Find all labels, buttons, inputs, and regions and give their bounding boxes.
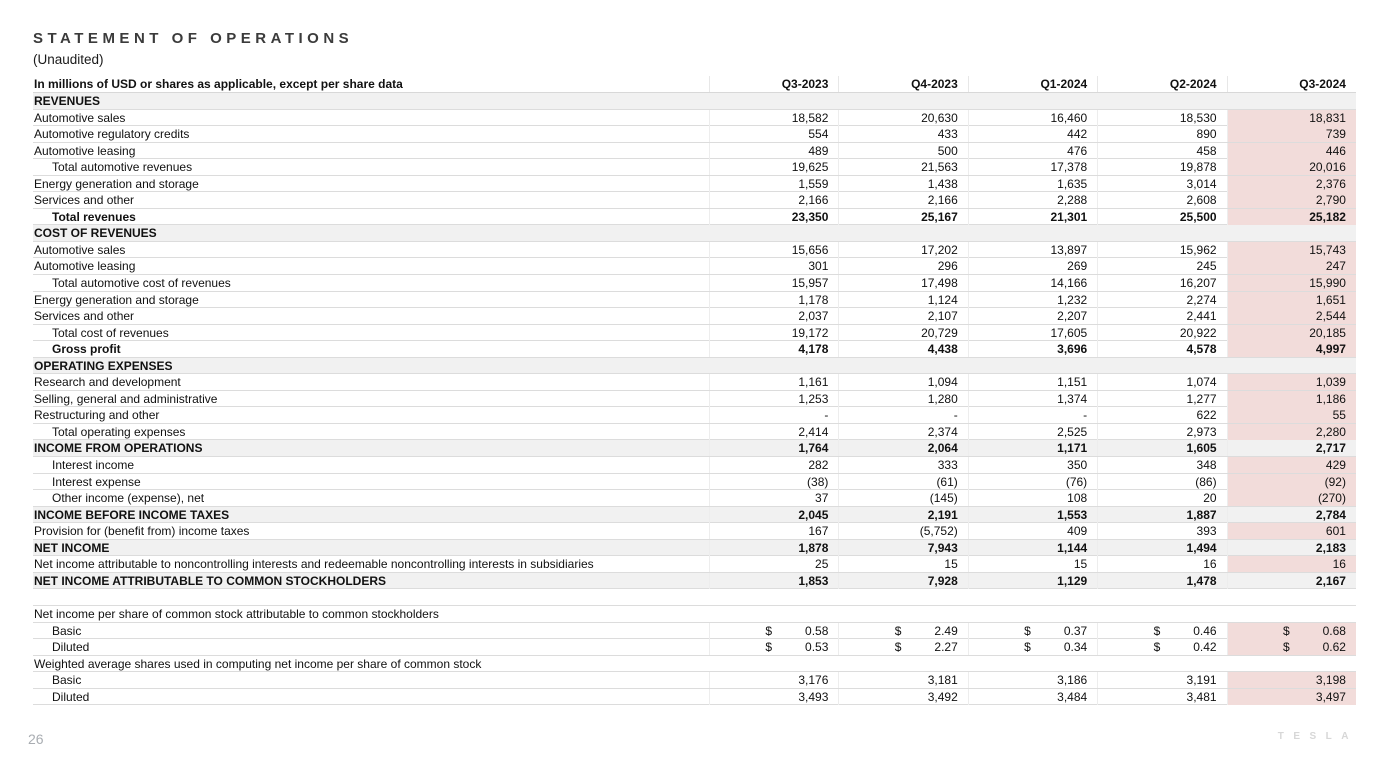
cell-Q3-2024: 247 [1227, 258, 1356, 274]
cell-Q4-2023: 7,928 [838, 573, 967, 589]
cell-Q3-2023: 1,161 [709, 374, 838, 390]
cell-Q4-2023: (5,752) [838, 523, 967, 539]
row-label: Energy generation and storage [34, 292, 199, 307]
table-row [33, 457, 1356, 474]
cell-Q3-2023: - [709, 407, 838, 423]
cell-Q2-2024: 25,500 [1097, 209, 1226, 225]
column-header-q3-2024: Q3-2024 [1227, 76, 1356, 92]
cell-Q4-2023: $ 2.49 [838, 623, 967, 639]
row-label: Provision for (benefit from) income taxes [34, 524, 250, 539]
row-label: REVENUES [34, 94, 101, 108]
cell-Q3-2024: 20,185 [1227, 325, 1356, 341]
cell-Q1-2024: 1,144 [968, 540, 1097, 556]
cell-Q3-2024: 2,717 [1227, 440, 1356, 456]
table-row [33, 176, 1356, 193]
cell-Q3-2023: 23,350 [709, 209, 838, 225]
cell-Q1-2024: 17,378 [968, 159, 1097, 175]
table-row [33, 672, 1356, 689]
cell-Q3-2023: 2,037 [709, 308, 838, 324]
cell-Q3-2023: $ 0.58 [709, 623, 838, 639]
cell-Q4-2023: 17,202 [838, 242, 967, 258]
cell-Q4-2023: 4,438 [838, 341, 967, 357]
row-label: Net income attributable to noncontrolling interests and redeemable noncontrolling interests in subsidiaries [34, 557, 594, 572]
cell-Q1-2024: 108 [968, 490, 1097, 506]
cell-Q2-2024: 2,973 [1097, 424, 1226, 440]
table-row [33, 159, 1356, 176]
cell-Q1-2024: 1,374 [968, 391, 1097, 407]
cell-Q2-2024: 1,074 [1097, 374, 1226, 390]
cell-Q3-2023: 18,582 [709, 110, 838, 126]
table-row [33, 325, 1356, 342]
cell-Q3-2023: 15,957 [709, 275, 838, 291]
row-label: Interest expense [52, 474, 141, 489]
table-header-row [33, 76, 1356, 93]
cell-Q1-2024: 350 [968, 457, 1097, 473]
cell-Q1-2024: 16,460 [968, 110, 1097, 126]
table-row [33, 689, 1356, 706]
row-label: OPERATING EXPENSES [34, 358, 173, 373]
column-header-q2-2024: Q2-2024 [1097, 76, 1226, 92]
table-row [33, 440, 1356, 457]
cell-Q3-2023: 489 [709, 143, 838, 159]
cell-Q3-2023: 19,625 [709, 159, 838, 175]
dollar-sign: $ [1282, 640, 1290, 655]
cell-Q2-2024: 1,887 [1097, 507, 1226, 523]
cell-Q4-2023: 2,166 [838, 192, 967, 208]
dollar-sign: $ [1024, 640, 1031, 655]
cell-Q3-2024: 2,784 [1227, 507, 1356, 523]
cell-Q2-2024: 20,922 [1097, 325, 1226, 341]
row-label: Automotive leasing [34, 259, 136, 274]
cell-Q2-2024: $ 0.46 [1097, 623, 1226, 639]
cell-Q2-2024: 393 [1097, 523, 1226, 539]
cell-Q1-2024: 1,129 [968, 573, 1097, 589]
table-row [33, 110, 1356, 127]
row-label: INCOME BEFORE INCOME TAXES [34, 507, 230, 522]
row-label: Total cost of revenues [52, 325, 169, 340]
cell-Q1-2024: 1,171 [968, 440, 1097, 456]
cell-Q3-2023: 3,176 [709, 672, 838, 688]
row-label: Services and other [34, 193, 135, 208]
row-label: Energy generation and storage [34, 176, 199, 191]
cell-Q4-2023: (145) [838, 490, 967, 506]
cell-Q2-2024: 2,608 [1097, 192, 1226, 208]
table-row [33, 209, 1356, 226]
cell-Q3-2023: 1,764 [709, 440, 838, 456]
table-row [33, 374, 1356, 391]
cell-Q3-2024: 16 [1227, 556, 1356, 572]
cell-Q3-2024: 739 [1227, 126, 1356, 142]
cell-Q2-2024: 20 [1097, 490, 1226, 506]
cell-Q3-2023: 1,853 [709, 573, 838, 589]
cell-Q4-2023: 21,563 [838, 159, 967, 175]
table-row [33, 573, 1356, 590]
cell-Q2-2024: 245 [1097, 258, 1226, 274]
cell-Q1-2024: $ 0.34 [968, 639, 1097, 655]
table-row [33, 540, 1356, 557]
cell-Q4-2023: 15 [838, 556, 967, 572]
dollar-sign: $ [894, 640, 902, 655]
cell-Q4-2023: 1,280 [838, 391, 967, 407]
row-label: Total automotive revenues [52, 160, 193, 175]
cell-Q2-2024: 16,207 [1097, 275, 1226, 291]
dollar-sign: $ [1153, 623, 1161, 638]
cell-Q1-2024: 2,207 [968, 308, 1097, 324]
dollar-sign: $ [1282, 623, 1290, 638]
table-row [33, 474, 1356, 491]
table-row [33, 606, 1356, 623]
row-label: Basic [52, 673, 82, 688]
cell-Q3-2023: 282 [709, 457, 838, 473]
dollar-sign: $ [1024, 623, 1031, 638]
row-label: Weighted average shares used in computing net income per share of common stock [34, 656, 482, 671]
cell-Q4-2023: 3,181 [838, 672, 967, 688]
cell-Q3-2023: 2,045 [709, 507, 838, 523]
cell-Q3-2023: 15,656 [709, 242, 838, 258]
cell-Q4-2023: 1,438 [838, 176, 967, 192]
cell-Q3-2024: 2,183 [1227, 540, 1356, 556]
row-label: Diluted [52, 689, 90, 704]
cell-Q2-2024: 1,277 [1097, 391, 1226, 407]
row-label: INCOME FROM OPERATIONS [34, 441, 203, 456]
cell-Q3-2024: 20,016 [1227, 159, 1356, 175]
row-label: Automotive sales [34, 242, 126, 257]
table-row [33, 490, 1356, 507]
table-row [33, 308, 1356, 325]
table-row [33, 341, 1356, 358]
row-label: Automotive regulatory credits [34, 127, 190, 142]
row-label: Total automotive cost of revenues [52, 276, 231, 291]
row-label: Basic [52, 623, 82, 638]
cell-Q1-2024: 3,484 [968, 689, 1097, 705]
cell-Q3-2023: 3,493 [709, 689, 838, 705]
cell-Q3-2024: 601 [1227, 523, 1356, 539]
table-row [33, 93, 1356, 110]
cell-Q1-2024: 13,897 [968, 242, 1097, 258]
dollar-sign: $ [1153, 640, 1161, 655]
cell-Q3-2024: 4,997 [1227, 341, 1356, 357]
cell-Q3-2023: 554 [709, 126, 838, 142]
cell-Q3-2024: 1,651 [1227, 292, 1356, 308]
cell-Q1-2024: 15 [968, 556, 1097, 572]
cell-Q4-2023: 500 [838, 143, 967, 159]
row-label: Other income (expense), net [52, 491, 205, 506]
cell-Q3-2024: 55 [1227, 407, 1356, 423]
cell-Q2-2024: 4,578 [1097, 341, 1226, 357]
cell-Q2-2024: 458 [1097, 143, 1226, 159]
table-row [33, 523, 1356, 540]
table-row [33, 192, 1356, 209]
cell-Q2-2024: 2,274 [1097, 292, 1226, 308]
cell-Q2-2024: 19,878 [1097, 159, 1226, 175]
cell-Q3-2024: $ 0.62 [1227, 639, 1356, 655]
cell-Q1-2024: 2,525 [968, 424, 1097, 440]
cell-Q4-2023: 1,124 [838, 292, 967, 308]
cell-Q1-2024: $ 0.37 [968, 623, 1097, 639]
cell-Q3-2024: $ 0.68 [1227, 623, 1356, 639]
row-label: Total operating expenses [52, 424, 186, 439]
row-label: Restructuring and other [34, 408, 160, 423]
cell-Q2-2024: 2,441 [1097, 308, 1226, 324]
row-label: NET INCOME [34, 540, 110, 555]
cell-Q1-2024: 1,553 [968, 507, 1097, 523]
cell-Q3-2023: 1,253 [709, 391, 838, 407]
row-label: Research and development [34, 375, 181, 390]
cell-Q2-2024: 1,478 [1097, 573, 1226, 589]
cell-Q4-2023: 3,492 [838, 689, 967, 705]
cell-Q3-2023: 19,172 [709, 325, 838, 341]
table-row [33, 391, 1356, 408]
dollar-sign: $ [894, 623, 902, 638]
column-header-q4-2023: Q4-2023 [838, 76, 967, 92]
cell-Q2-2024: 1,605 [1097, 440, 1226, 456]
cell-Q1-2024: 1,635 [968, 176, 1097, 192]
cell-Q3-2023: 301 [709, 258, 838, 274]
cell-Q3-2024: 2,544 [1227, 308, 1356, 324]
cell-Q4-2023: 2,191 [838, 507, 967, 523]
table-row [33, 623, 1356, 640]
cell-Q3-2023: 4,178 [709, 341, 838, 357]
cell-Q3-2023: (38) [709, 474, 838, 490]
row-label: Automotive sales [34, 110, 126, 125]
cell-Q2-2024: 3,191 [1097, 672, 1226, 688]
cell-Q4-2023: 7,943 [838, 540, 967, 556]
cell-Q4-2023: 296 [838, 258, 967, 274]
cell-Q3-2024: 25,182 [1227, 209, 1356, 225]
cell-Q4-2023: 2,064 [838, 440, 967, 456]
page-subtitle: (Unaudited) [33, 52, 104, 67]
row-label: Diluted [52, 640, 90, 655]
row-label: Selling, general and administrative [34, 391, 218, 406]
table-row [33, 275, 1356, 292]
cell-Q1-2024: 269 [968, 258, 1097, 274]
table-row [33, 556, 1356, 573]
cell-Q2-2024: 3,014 [1097, 176, 1226, 192]
cell-Q3-2024: 2,376 [1227, 176, 1356, 192]
cell-Q1-2024: 1,232 [968, 292, 1097, 308]
row-label: Gross profit [52, 342, 121, 357]
cell-Q2-2024: (86) [1097, 474, 1226, 490]
table-row [33, 656, 1356, 673]
cell-Q3-2023: 1,559 [709, 176, 838, 192]
cell-Q1-2024: 409 [968, 523, 1097, 539]
table-row [33, 358, 1356, 375]
tesla-logo: TESLA [1277, 731, 1358, 742]
cell-Q2-2024: 1,494 [1097, 540, 1226, 556]
cell-Q2-2024: 890 [1097, 126, 1226, 142]
cell-Q1-2024: 476 [968, 143, 1097, 159]
cell-Q3-2023: 2,166 [709, 192, 838, 208]
row-label: Net income per share of common stock attributable to common stockholders [34, 606, 439, 621]
column-header-q3-2023: Q3-2023 [709, 76, 838, 92]
cell-Q2-2024: 16 [1097, 556, 1226, 572]
cell-Q4-2023: 17,498 [838, 275, 967, 291]
cell-Q4-2023: 2,374 [838, 424, 967, 440]
cell-Q3-2024: 2,280 [1227, 424, 1356, 440]
table-row [33, 143, 1356, 160]
table-row [33, 126, 1356, 143]
cell-Q3-2024: 1,186 [1227, 391, 1356, 407]
cell-Q3-2024: 429 [1227, 457, 1356, 473]
cell-Q1-2024: 1,151 [968, 374, 1097, 390]
cell-Q3-2024: 1,039 [1227, 374, 1356, 390]
cell-Q4-2023: $ 2.27 [838, 639, 967, 655]
row-label: Automotive leasing [34, 143, 136, 158]
cell-Q1-2024: 21,301 [968, 209, 1097, 225]
column-header-q1-2024: Q1-2024 [968, 76, 1097, 92]
cell-Q1-2024: (76) [968, 474, 1097, 490]
table-row [33, 407, 1356, 424]
table-row [33, 225, 1356, 242]
row-label: NET INCOME ATTRIBUTABLE TO COMMON STOCKHOLDERS [34, 573, 386, 588]
cell-Q1-2024: 3,186 [968, 672, 1097, 688]
cell-Q4-2023: (61) [838, 474, 967, 490]
cell-Q3-2023: $ 0.53 [709, 639, 838, 655]
cell-Q1-2024: 442 [968, 126, 1097, 142]
cell-Q2-2024: 18,530 [1097, 110, 1226, 126]
cell-Q4-2023: 433 [838, 126, 967, 142]
page-title: STATEMENT OF OPERATIONS [33, 30, 354, 47]
cell-Q1-2024: 17,605 [968, 325, 1097, 341]
cell-Q4-2023: 25,167 [838, 209, 967, 225]
cell-Q3-2024: (270) [1227, 490, 1356, 506]
row-label: Interest income [52, 458, 135, 473]
cell-Q4-2023: 20,729 [838, 325, 967, 341]
dollar-sign: $ [765, 623, 773, 638]
row-label: Total revenues [52, 209, 136, 224]
cell-Q1-2024: - [968, 407, 1097, 423]
table-row [33, 242, 1356, 259]
table-row [33, 507, 1356, 524]
cell-Q2-2024: $ 0.42 [1097, 639, 1226, 655]
cell-Q2-2024: 15,962 [1097, 242, 1226, 258]
row-label: COST OF REVENUES [34, 226, 157, 241]
statement-of-operations-table [33, 76, 1356, 705]
cell-Q4-2023: - [838, 407, 967, 423]
cell-Q4-2023: 333 [838, 457, 967, 473]
row-label: Services and other [34, 309, 135, 324]
cell-Q3-2023: 1,178 [709, 292, 838, 308]
table-row [33, 589, 1356, 606]
dollar-sign: $ [765, 640, 773, 655]
cell-Q3-2023: 2,414 [709, 424, 838, 440]
cell-Q3-2024: (92) [1227, 474, 1356, 490]
cell-Q2-2024: 622 [1097, 407, 1226, 423]
cell-Q3-2023: 37 [709, 490, 838, 506]
cell-Q3-2024: 2,167 [1227, 573, 1356, 589]
cell-Q3-2023: 25 [709, 556, 838, 572]
cell-Q3-2024: 15,990 [1227, 275, 1356, 291]
table-row [33, 258, 1356, 275]
cell-Q3-2024: 3,198 [1227, 672, 1356, 688]
table-body [33, 93, 1356, 705]
cell-Q3-2024: 15,743 [1227, 242, 1356, 258]
cell-Q4-2023: 1,094 [838, 374, 967, 390]
table-row [33, 292, 1356, 309]
cell-Q2-2024: 348 [1097, 457, 1226, 473]
cell-Q4-2023: 20,630 [838, 110, 967, 126]
table-caption: In millions of USD or shares as applicable, except per share data [34, 77, 403, 91]
cell-Q3-2024: 446 [1227, 143, 1356, 159]
cell-Q1-2024: 3,696 [968, 341, 1097, 357]
cell-Q3-2024: 2,790 [1227, 192, 1356, 208]
page-number: 26 [28, 731, 44, 747]
cell-Q4-2023: 2,107 [838, 308, 967, 324]
cell-Q3-2023: 167 [709, 523, 838, 539]
table-row [33, 639, 1356, 656]
table-row [33, 424, 1356, 441]
cell-Q2-2024: 3,481 [1097, 689, 1226, 705]
cell-Q3-2024: 18,831 [1227, 110, 1356, 126]
cell-Q3-2023: 1,878 [709, 540, 838, 556]
cell-Q3-2024: 3,497 [1227, 689, 1356, 705]
cell-Q1-2024: 14,166 [968, 275, 1097, 291]
cell-Q1-2024: 2,288 [968, 192, 1097, 208]
